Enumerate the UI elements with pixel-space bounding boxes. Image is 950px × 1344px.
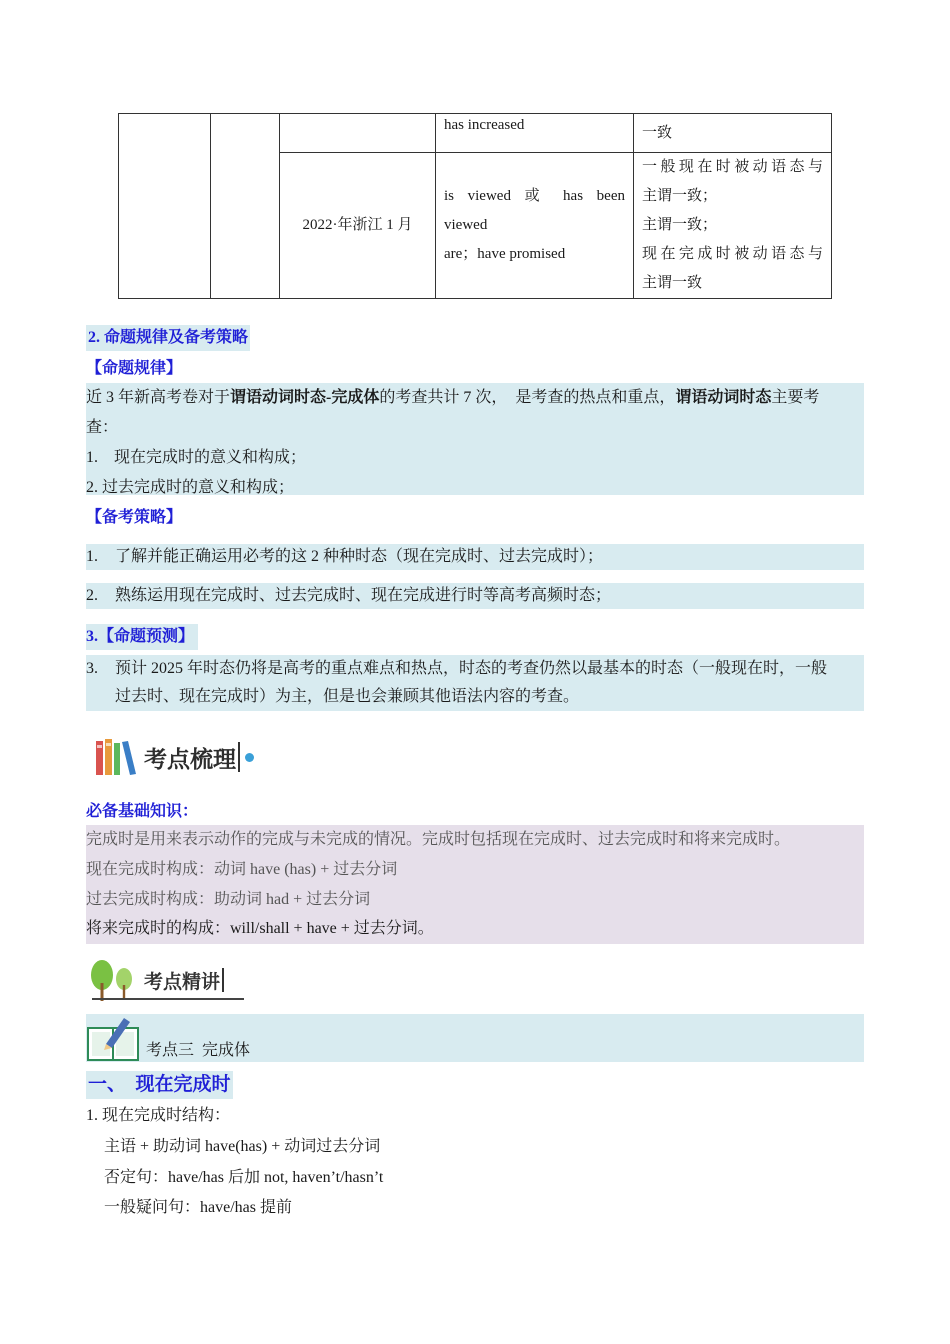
strategy-item — [86, 544, 864, 570]
strategy-text: 熟练运用现在完成时、过去完成时、现在完成进行时等高考高频时态； — [115, 587, 612, 604]
strategy-label: 【备考策略】 — [86, 509, 183, 526]
basics-line: 现在完成时构成：动词 have (has) + 过去分词 — [86, 861, 398, 878]
section2-heading: 2. 命题规律及备考策略 — [86, 325, 250, 351]
table-cell-empty — [211, 114, 280, 299]
table-cell-empty — [280, 114, 436, 153]
banner-title: 考点梳理 — [144, 746, 236, 773]
table-row — [119, 114, 832, 153]
rule-text-line2: 查： — [86, 419, 119, 436]
basics-heading: 必备基础知识： — [86, 803, 199, 820]
table-cell-answer — [436, 153, 634, 299]
banner-kaodian-shuli — [94, 735, 254, 779]
struct-line: 主语 + 助动词 have(has) + 动词过去分词 — [104, 1138, 381, 1155]
topic-text: 考点三 完成体 — [146, 1042, 251, 1059]
rule-text-line1 — [86, 383, 864, 413]
cursor-bar — [222, 968, 224, 992]
note-line: 现在完成时被动语态与 — [642, 246, 823, 262]
banner-title: 考点精讲 — [144, 970, 221, 993]
trees-icon — [88, 957, 138, 1003]
rule-text-b: 谓语动词时态-完成体 — [230, 389, 380, 406]
table-cell-source: 2022·年浙江 1 月 — [280, 153, 436, 299]
answer-line: viewed — [444, 217, 488, 233]
table-cell-answer: has increased — [436, 114, 634, 153]
table-cell-empty — [119, 114, 211, 299]
forecast-num: 3. — [86, 660, 98, 677]
forecast-line: 过去时、现在完成时）为主，但是也会兼顾其他语法内容的考查。 — [115, 688, 580, 705]
cursor-bar — [238, 742, 240, 772]
note-line: 主谓一致 — [642, 275, 703, 291]
strategy-item — [86, 583, 864, 609]
rule-band — [86, 383, 864, 495]
strategy-text: 了解并能正确运用必考的这 2 种种时态（现在完成时、过去完成时）； — [115, 548, 604, 565]
rule-text-a: 近 3 年新高考卷对于 — [86, 389, 231, 406]
table-cell-note: 一致 — [634, 114, 832, 153]
part1-heading: 一、 现在完成时 — [86, 1071, 233, 1099]
rule-text-d: 谓语动词时态 — [675, 389, 772, 406]
basics-line: 过去完成时构成：助动词 had + 过去分词 — [86, 891, 371, 908]
rule-item: 1. 现在完成时的意义和构成； — [86, 449, 307, 466]
note-line: 主谓一致； — [642, 188, 718, 204]
dot-icon — [245, 753, 254, 762]
strategy-item-band — [86, 544, 864, 570]
answer-line: is viewed 或 has been — [444, 188, 625, 204]
topic-band — [86, 1014, 864, 1062]
banner-kaodian-jingjiang — [88, 956, 224, 1004]
struct-line: 否定句：have/has 后加 not, haven’t/hasn’t — [104, 1169, 384, 1186]
rule-item: 2. 过去完成时的意义和构成； — [86, 479, 295, 496]
books-icon — [94, 737, 140, 777]
notebook-pencil-icon — [86, 1014, 140, 1062]
strategy-num: 1. — [86, 548, 98, 565]
note-line: 主谓一致； — [642, 217, 718, 233]
strategy-item-band — [86, 583, 864, 609]
exam-table — [118, 113, 832, 299]
rule-text-e: 主要考 — [771, 389, 820, 406]
rule-label: 【命题规律】 — [86, 360, 183, 377]
rule-text-c: 的考查共计 7 次， 是考查的热点和重点， — [379, 389, 676, 406]
banner-underline — [92, 998, 244, 1000]
struct-line: 一般疑问句：have/has 提前 — [104, 1199, 292, 1216]
forecast-line: 预计 2025 年时态仍将是高考的重点难点和热点，时态的考查仍然以最基本的时态（一般现在时，一般 — [115, 660, 828, 677]
basics-line: 完成时是用来表示动作的完成与未完成的情况。完成时包括现在完成时、过去完成时和将来完成时。 — [86, 825, 864, 855]
section3-heading: 3.【命题预测】 — [86, 624, 198, 650]
note-line: 一般现在时被动语态与 — [642, 159, 823, 175]
strategy-num: 2. — [86, 587, 98, 604]
struct-label: 1. 现在完成时结构： — [86, 1107, 231, 1124]
basics-line: 将来完成时的构成：will/shall + have + 过去分词。 — [86, 914, 864, 944]
answer-line: are；have promised — [444, 246, 566, 262]
forecast-band — [86, 655, 864, 711]
table-cell-note — [634, 153, 832, 299]
